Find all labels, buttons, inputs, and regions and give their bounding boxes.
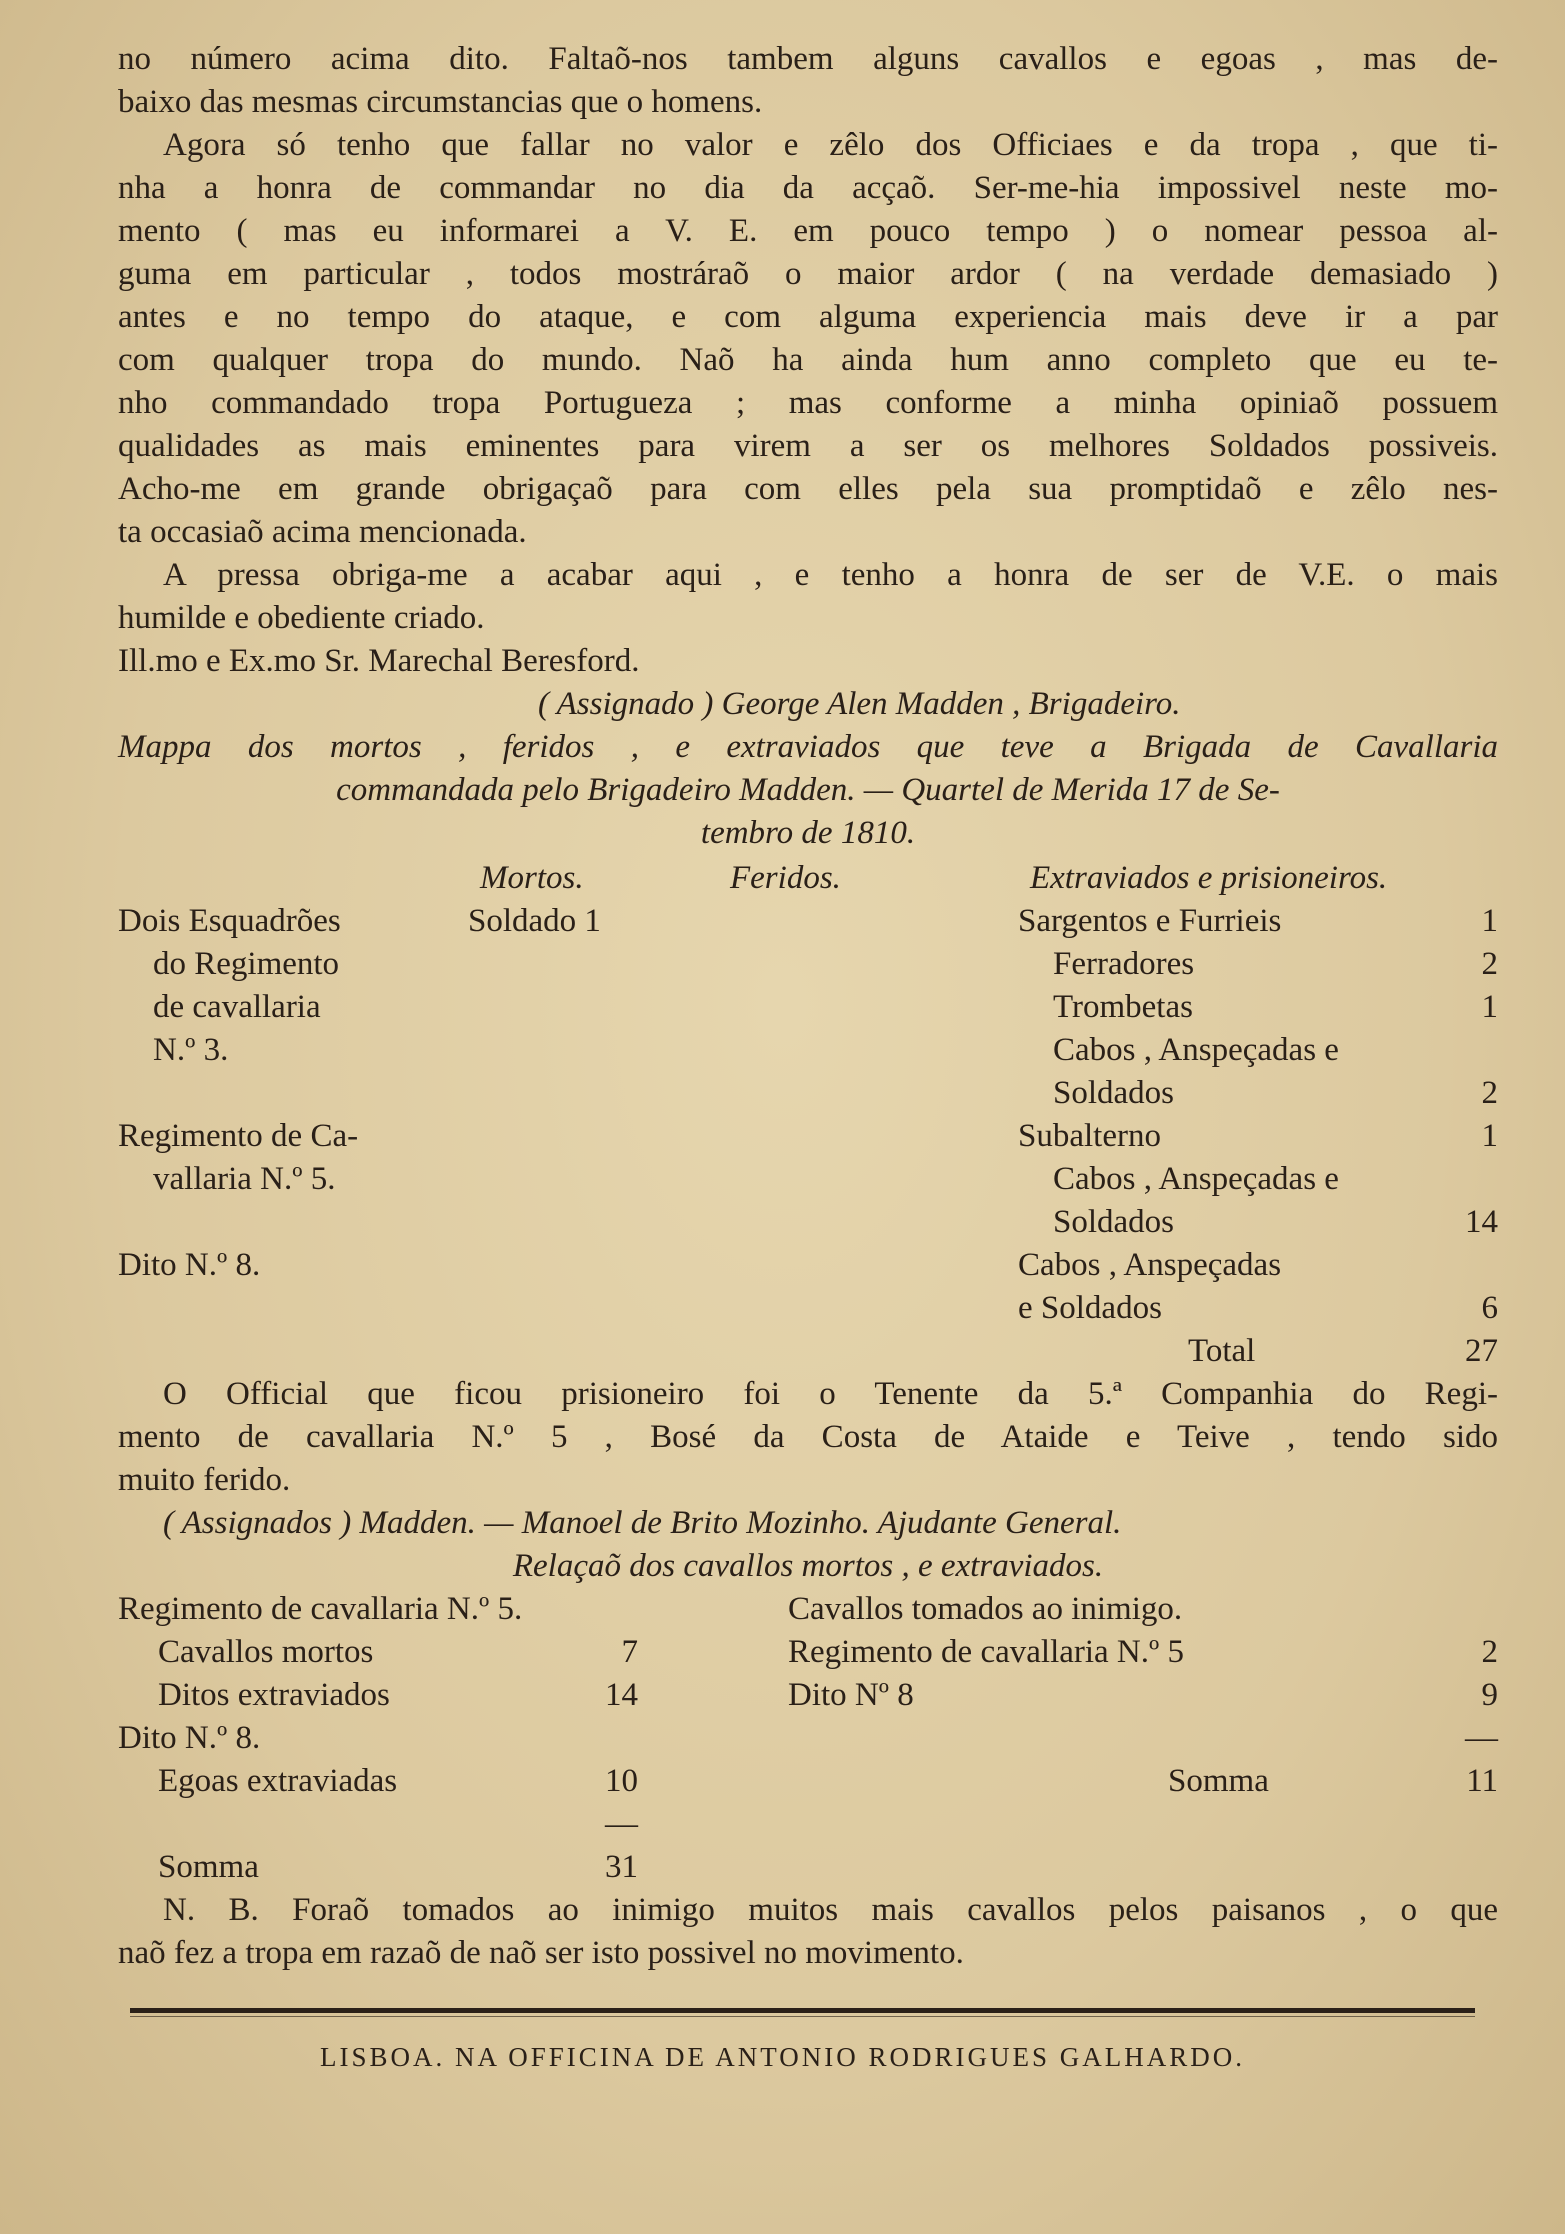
table-header [118, 857, 1498, 900]
extraviados-cell [1018, 1115, 1498, 1158]
table-row [118, 1330, 1498, 1373]
text-line: O Official que ficou prisioneiro foi o Tenente da 5.ª Companhia do Regi- [163, 1376, 1498, 1412]
taken-horses-count: 11 [1466, 1763, 1498, 1799]
feridos-cell [753, 1029, 1053, 1072]
dead-horses-cell [118, 1846, 638, 1889]
feridos-cell [753, 1158, 1053, 1201]
header-mortos: Mortos. [480, 860, 584, 896]
extraviados-cell [1053, 1158, 1498, 1201]
taken-horses-cell [638, 1674, 1498, 1717]
table-row [118, 1287, 1498, 1330]
extraviados-cell [1018, 1201, 1498, 1244]
extraviados-count: 27 [1465, 1333, 1498, 1369]
table-row [118, 1158, 1498, 1201]
printer-imprint: LISBOA. NA OFFICINA DE ANTONIO RODRIGUES GALHARDO. [319, 2042, 1246, 2072]
extraviados-count [1458, 1244, 1498, 1287]
mortos-cell [468, 1330, 718, 1373]
table-row [118, 1588, 1498, 1631]
table-row [118, 1201, 1498, 1244]
dead-horses-cell [118, 1674, 638, 1717]
header-extraviados: Extraviados e prisioneiros. [1030, 860, 1388, 896]
extraviados-label: Ferradores [1053, 946, 1195, 982]
table-row [118, 1846, 1498, 1889]
signed-line: ( Assignados ) Madden. — Manoel de Brito Mozinho. Ajudante General. [163, 1505, 1122, 1541]
extraviados-label: Soldados [1053, 1204, 1175, 1240]
feridos-cell [718, 1330, 1018, 1373]
unit-cell: Dito N.º 8. [118, 1247, 261, 1283]
taken-horses-count: 2 [1481, 1634, 1498, 1670]
text-line: no número acima dito. Faltaõ-nos tambem alguns cavallos e egoas , mas de- [118, 41, 1498, 77]
taken-horses-label: Somma [1168, 1763, 1269, 1799]
dead-horses-label: Egoas extraviadas [158, 1763, 398, 1799]
table-row [118, 1244, 1498, 1287]
extraviados-label: e Soldados [1018, 1290, 1162, 1326]
casualty-table [118, 857, 1498, 1373]
table-row [118, 900, 1498, 943]
feridos-cell [718, 1287, 1018, 1330]
text-line: mento ( mas eu informarei a V. E. em pouco tempo ) o nomear pessoa al- [118, 213, 1498, 249]
dead-horses-label [118, 1803, 158, 1846]
extraviados-count [1458, 1158, 1498, 1201]
text-line: qualidades as mais eminentes para virem a ser os melhores Soldados possiveis. [118, 428, 1498, 464]
taken-horses-cell [638, 1760, 1498, 1803]
text-line: nho commandado tropa Portugueza ; mas conforme a minha opiniaõ possuem [118, 385, 1498, 421]
taken-horses-count [1458, 1588, 1498, 1631]
text-line: com qualquer tropa do mundo. Naõ ha ainda hum anno completo que eu te- [118, 342, 1498, 378]
extraviados-label: Cabos , Anspeçadas [1018, 1247, 1282, 1283]
taken-horses-count: — [1465, 1720, 1498, 1756]
official-note [118, 1373, 1498, 1502]
taken-horses-label: Dito Nº 8 [788, 1677, 914, 1713]
table-row [118, 1674, 1498, 1717]
feridos-cell [753, 986, 1053, 1029]
extraviados-count: 1 [1481, 989, 1498, 1025]
text-line: Ill.mo e Ex.mo Sr. Marechal Beresford. [118, 643, 640, 679]
extraviados-label: Soldados [1053, 1075, 1175, 1111]
extraviados-cell [1053, 1029, 1498, 1072]
taken-horses-count [1458, 1803, 1498, 1846]
dead-horses-label: Somma [158, 1849, 259, 1885]
text-line: ta occasiaõ acima mencionada. [118, 514, 527, 550]
mortos-cell [468, 1072, 718, 1115]
dead-horses-count: 31 [605, 1849, 638, 1885]
extraviados-count: 2 [1481, 946, 1498, 982]
text-line: A pressa obriga-me a acabar aqui , e tenho a honra de ser de V.E. o mais [163, 557, 1498, 593]
mappa-title-line: commandada pelo Brigadeiro Madden. — Quartel de Merida 17 de Se- [336, 772, 1280, 808]
table-row [118, 1717, 1498, 1760]
dead-horses-label: Regimento de cavallaria N.º 5. [118, 1591, 523, 1627]
dead-horses-count [598, 1588, 638, 1631]
taken-horses-cell [638, 1803, 1498, 1846]
table-row [118, 1803, 1498, 1846]
extraviados-cell [1053, 943, 1498, 986]
dead-horses-cell [118, 1803, 638, 1846]
dead-horses-cell [118, 1631, 638, 1674]
mortos-cell [503, 986, 753, 1029]
unit-cell [118, 1330, 468, 1373]
table-row [118, 1115, 1498, 1158]
nb-note [118, 1889, 1498, 1975]
extraviados-label: Sargentos e Furrieis [1018, 903, 1282, 939]
mortos-cell [468, 1201, 718, 1244]
text-line: humilde e obediente criado. [118, 600, 485, 636]
mortos-cell [503, 1029, 753, 1072]
text-line: mento de cavallaria N.º 5 , Bosé da Costa de Ataide e Teive , tendo sido [118, 1419, 1498, 1455]
feridos-cell [718, 1201, 1018, 1244]
taken-horses-count: 9 [1481, 1677, 1498, 1713]
extraviados-cell [1018, 1287, 1498, 1330]
horses-table [118, 1588, 1498, 1889]
mortos-cell [468, 1115, 718, 1158]
mortos-cell [503, 943, 753, 986]
unit-cell: vallaria N.º 5. [153, 1161, 336, 1197]
feridos-cell [753, 943, 1053, 986]
unit-cell: de cavallaria [153, 989, 321, 1025]
mappa-title-line: Mappa dos mortos , feridos , e extraviados que teve a Brigada de Cavallaria [118, 729, 1498, 765]
dead-horses-label: Cavallos mortos [158, 1634, 374, 1670]
feridos-cell [718, 1072, 1018, 1115]
dead-horses-count: 7 [621, 1634, 638, 1670]
unit-cell [118, 1072, 468, 1115]
feridos-cell [718, 900, 1018, 943]
divider-rule [130, 2008, 1475, 2013]
dead-horses-label: Dito N.º 8. [118, 1720, 261, 1756]
mappa-title-line: tembro de 1810. [700, 815, 916, 851]
extraviados-label: Cabos , Anspeçadas e [1053, 1161, 1339, 1197]
divider-rule-thin [130, 2016, 1475, 2017]
relacao-title: Relaçaõ dos cavallos mortos , e extraviados. [512, 1548, 1104, 1584]
taken-horses-label: Regimento de cavallaria N.º 5 [788, 1634, 1184, 1670]
extraviados-cell [1018, 1072, 1498, 1115]
extraviados-label: Total [1188, 1333, 1256, 1369]
table-row [118, 1072, 1498, 1115]
dead-horses-count [598, 1717, 638, 1760]
dead-horses-count: — [605, 1806, 638, 1842]
taken-horses-cell [638, 1588, 1498, 1631]
extraviados-count: 2 [1481, 1075, 1498, 1111]
unit-cell: N.º 3. [153, 1032, 229, 1068]
extraviados-cell [1018, 1330, 1498, 1373]
document-text [118, 38, 1498, 1975]
taken-horses-count [1458, 1846, 1498, 1889]
taken-horses-cell [638, 1846, 1498, 1889]
table-row [118, 1760, 1498, 1803]
feridos-cell [718, 1244, 1018, 1287]
text-line: baixo das mesmas circumstancias que o homens. [118, 84, 763, 120]
unit-cell [118, 1201, 468, 1244]
extraviados-cell [1018, 900, 1498, 943]
dead-horses-cell [118, 1588, 638, 1631]
dead-horses-count: 10 [605, 1763, 638, 1799]
extraviados-label: Subalterno [1018, 1118, 1161, 1154]
dead-horses-cell [118, 1760, 638, 1803]
extraviados-count: 1 [1481, 903, 1498, 939]
unit-cell [118, 1287, 468, 1330]
taken-horses-cell [638, 1631, 1498, 1674]
extraviados-count: 6 [1481, 1290, 1498, 1326]
unit-cell: Dois Esquadrões [118, 903, 341, 939]
extraviados-count: 1 [1481, 1118, 1498, 1154]
dead-horses-count: 14 [605, 1677, 638, 1713]
mortos-cell [503, 1158, 753, 1201]
taken-horses-cell [638, 1717, 1498, 1760]
signature-line: ( Assignado ) George Alen Madden , Brigadeiro. [538, 686, 1181, 722]
dead-horses-label: Ditos extraviados [158, 1677, 390, 1713]
feridos-cell [718, 1115, 1018, 1158]
unit-cell: do Regimento [153, 946, 340, 982]
table-row [118, 1029, 1498, 1072]
header-feridos: Feridos. [730, 860, 841, 896]
table-row [118, 943, 1498, 986]
text-line: naõ fez a tropa em razaõ de naõ ser isto possivel no movimento. [118, 1935, 964, 1971]
text-line: Agora só tenho que fallar no valor e zêlo dos Officiaes e da tropa , que ti- [163, 127, 1498, 163]
text-line: nha a honra de commandar no dia da acçaõ. Ser-me-hia impossivel neste mo- [118, 170, 1498, 206]
extraviados-cell [1018, 1244, 1498, 1287]
table-row [118, 1631, 1498, 1674]
extraviados-count [1458, 1029, 1498, 1072]
extraviados-label: Trombetas [1053, 989, 1193, 1025]
table-row [118, 986, 1498, 1029]
mappa-title [118, 726, 1498, 855]
text-line: antes e no tempo do ataque, e com alguma experiencia mais deve ir a par [118, 299, 1498, 335]
mortos-cell [468, 1244, 718, 1287]
mortos-cell: Soldado 1 [468, 903, 601, 939]
extraviados-label: Cabos , Anspeçadas e [1053, 1032, 1339, 1068]
extraviados-count: 14 [1465, 1204, 1498, 1240]
text-line: guma em particular , todos mostráraõ o maior ardor ( na verdade demasiado ) [118, 256, 1498, 292]
mortos-cell [468, 1287, 718, 1330]
extraviados-cell [1053, 986, 1498, 1029]
dead-horses-cell [118, 1717, 638, 1760]
letter-body [118, 38, 1498, 683]
text-line: N. B. Foraõ tomados ao inimigo muitos mais cavallos pelos paisanos , o que [163, 1892, 1498, 1928]
text-line: Acho-me em grande obrigaçaõ para com elles pela sua promptidaõ e zêlo nes- [118, 471, 1498, 507]
unit-cell: Regimento de Ca- [118, 1118, 359, 1154]
taken-horses-label: Cavallos tomados ao inimigo. [788, 1591, 1183, 1627]
text-line: muito ferido. [118, 1462, 291, 1498]
